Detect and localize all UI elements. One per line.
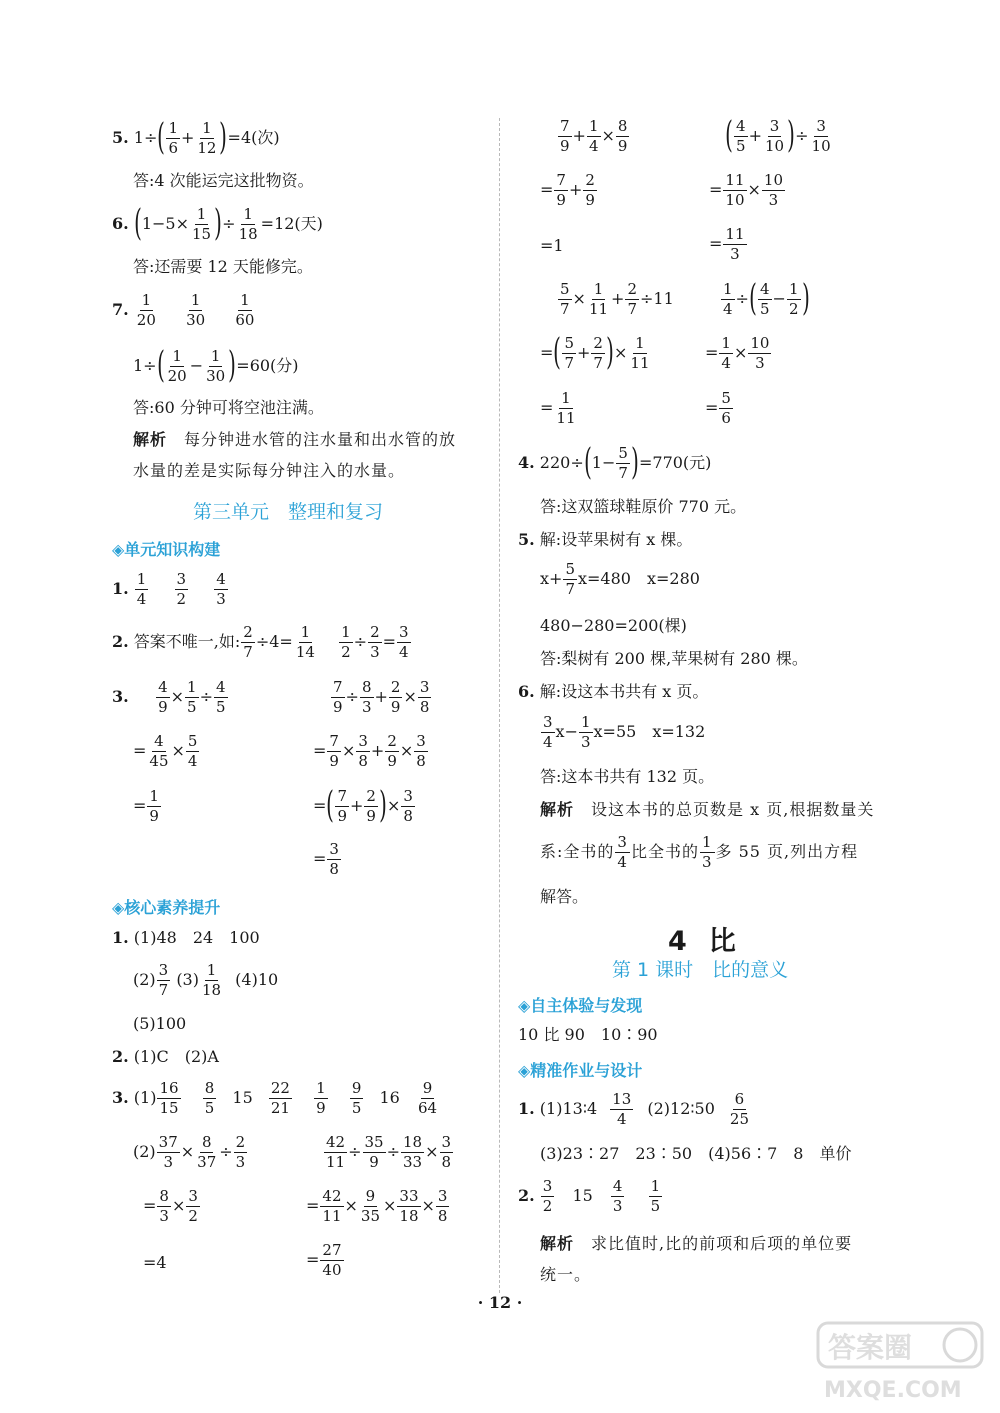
left-q5-expression: 5. 1÷( $\frac{1}{6}$ + $\frac{1}{12}$ )=4(次) [112, 117, 280, 158]
unit-title: 第三单元 整理和复习 [193, 501, 384, 523]
right-c1-l3: =1 [540, 236, 564, 255]
right-c2-r2: = $\frac{1}{4}$ × $\frac{10}{3}$ [705, 334, 770, 372]
left-q7-expression: 1÷( $\frac{1}{20}$ − $\frac{1}{30}$ )=60(分) [133, 345, 299, 386]
chapter-heading: 4 比 [668, 926, 736, 957]
left-q7-values: 7. $\frac{1}{20}$ $\frac{1}{30}$ $\frac{1}{60}$ [112, 291, 255, 329]
right-c1-r3: = $\frac{11}{3}$ [709, 225, 745, 263]
left-h3-b1: $\frac{42}{11}$ ÷ $\frac{35}{9}$ ÷ $\frac{18}{33}$ × $\frac{3}{8}$ [326, 1133, 452, 1171]
svg-text:答案圈: 答案圈 [828, 1331, 913, 1364]
right-p1-l2: (3)23∶27 23∶50 (4)56∶7 8 单价 [540, 1144, 852, 1163]
section-precise-homework: ◈精准作业与设计 [518, 1061, 643, 1080]
right-c1-l1: $\frac{7}{9}$ + $\frac{1}{4}$ × $\frac{8}{9}$ [560, 117, 628, 155]
section-self-experience: ◈自主体验与发现 [518, 996, 643, 1015]
right-q6-setup: 6. 解:设这本书共有 x 页。 [518, 681, 709, 701]
left-h1-l1: 1. (1)48 24 100 [112, 927, 260, 947]
right-q5-answer: 答:梨树有 200 棵,苹果树有 280 棵。 [540, 649, 808, 668]
left-k1: 1. $\frac{1}{4}$ $\frac{3}{2}$ $\frac{4}{3}$ [112, 570, 226, 608]
left-h3-b3: = $\frac{27}{40}$ [306, 1241, 342, 1279]
section-unit-knowledge: ◈单元知识构建 [112, 540, 221, 559]
left-k3-r1: $\frac{7}{9}$ ÷ $\frac{8}{3}$ + $\frac{2}{9}$ × $\frac{3}{8}$ [333, 678, 430, 716]
right-q6-analysis-l2: 系:全书的 $\frac{3}{4}$ 比全书的 $\frac{1}{3}$ 多 55 页,列出方程 [540, 833, 859, 871]
left-k3-r4: = $\frac{3}{8}$ [313, 840, 339, 878]
svg-text:MXQE.COM: MXQE.COM [824, 1378, 962, 1403]
left-q7-analysis: 解析 每分钟进水管的注水量和出水管的放 水量的差是实际每分钟注入的水量。 [133, 430, 457, 481]
right-c1-l2: = $\frac{7}{9}$ + $\frac{2}{9}$ [540, 171, 595, 209]
left-h2: 2. (1)C (2)A [112, 1046, 219, 1066]
section-core-literacy: ◈核心素养提升 [112, 898, 221, 917]
right-q4-expression: 4. 220÷(1− $\frac{5}{7}$ )=770(元) [518, 442, 712, 483]
left-q5-answer: 答:4 次能运完这批物资。 [133, 171, 314, 190]
left-k3-l3: = $\frac{1}{9}$ [133, 787, 159, 825]
column-divider [499, 118, 500, 1293]
right-q6-analysis-l1: 解析 设这本书的总页数是 x 页,根据数量关 [540, 800, 875, 819]
right-p1-l1: 1. (1)13∶4 $\frac{13}{4}$ (2)12∶50 $\frac{6}{25}$ [518, 1090, 749, 1128]
left-h1-l3: (5)100 [133, 1014, 187, 1033]
left-q6-expression: 6. (1−5× $\frac{1}{15}$ )÷ $\frac{1}{18}$ =12(天) [112, 203, 323, 244]
left-k3-l2: = $\frac{4}{45}$ × $\frac{5}{4}$ [133, 732, 198, 770]
right-c1-r2: = $\frac{11}{10}$ × $\frac{10}{3}$ [709, 171, 783, 209]
right-q5-calc: 480−280=200(棵) [540, 616, 687, 635]
right-c2-r1: $\frac{1}{4}$ ÷( $\frac{4}{5}$ − $\frac{1}{2}$ ) [723, 278, 810, 319]
right-p2: 2. $\frac{3}{2}$ 15 $\frac{4}{3}$ $\frac{1}{5}$ [518, 1177, 661, 1215]
left-k2: 2. 答案不唯一,如: $\frac{2}{7}$ ÷4= $\frac{1}{14}$ $\frac{1}{2}$ ÷ $\frac{2}{3}$ = $\frac{3}{4}$ [112, 623, 409, 661]
left-h3-l1: 3. (1) $\frac{16}{15}$ $\frac{8}{5}$ 15 $\frac{22}{21}$ $\frac{1}{9}$ $\frac{9}{5}$ 16 $\frac{9}{64}$ [112, 1079, 438, 1117]
right-s1: 10 比 90 10∶90 [518, 1025, 658, 1044]
left-q6-answer: 答:还需要 12 天能修完。 [133, 257, 313, 276]
left-k3-l1: 3. $\frac{4}{9}$ × $\frac{1}{5}$ ÷ $\frac{4}{5}$ [112, 678, 226, 716]
page-number: · 12 · [477, 1293, 523, 1312]
right-c2-l3: = $\frac{1}{11}$ [540, 389, 576, 427]
right-q5-equation: x+ $\frac{5}{7}$ x=480 x=280 [540, 560, 700, 598]
right-p2-analysis: 解析 求比值时,比的前项和后项的单位要 统一。 [540, 1234, 853, 1285]
right-q6-analysis-l3: 解答。 [540, 887, 589, 906]
right-q6-answer: 答:这本书共有 132 页。 [540, 767, 715, 786]
left-k3-r2: = $\frac{7}{9}$ × $\frac{3}{8}$ + $\frac{2}{9}$ × $\frac{3}{8}$ [313, 732, 426, 770]
right-q4-answer: 答:这双篮球鞋原价 770 元。 [540, 497, 747, 516]
left-q7-answer: 答:60 分钟可将空池注满。 [133, 398, 324, 417]
right-c2-r3: = $\frac{5}{6}$ [705, 389, 731, 427]
right-c1-r1: ( $\frac{4}{5}$ + $\frac{3}{10}$ )÷ $\frac{3}{10}$ [725, 115, 831, 156]
right-q5-setup: 5. 解:设苹果树有 x 棵。 [518, 529, 693, 549]
lesson-title: 第 1 课时 比的意义 [612, 959, 789, 981]
watermark-logo [810, 1319, 990, 1405]
left-h3-a1: (2) $\frac{37}{3}$ × $\frac{8}{37}$ ÷ $\frac{2}{3}$ [133, 1133, 246, 1171]
left-h3-a3: =4 [143, 1253, 167, 1272]
left-h3-a2: = $\frac{8}{3}$ × $\frac{3}{2}$ [143, 1187, 198, 1225]
left-h3-b2: = $\frac{42}{11}$ × $\frac{9}{35}$ × $\frac{33}{18}$ × $\frac{3}{8}$ [306, 1187, 448, 1225]
left-h1-l2: (2) $\frac{3}{7}$ (3) $\frac{1}{18}$ (4)10 [133, 961, 279, 999]
right-q6-equation: $\frac{3}{4}$ x− $\frac{1}{3}$ x=55 x=132 [543, 713, 706, 751]
right-c2-l2: =( $\frac{5}{7}$ + $\frac{2}{7}$ )× $\frac{1}{11}$ [540, 332, 650, 373]
left-k3-r3: =( $\frac{7}{9}$ + $\frac{2}{9}$ )× $\frac{3}{8}$ [313, 785, 413, 826]
right-c2-l1: $\frac{5}{7}$ × $\frac{1}{11}$ + $\frac{2}{7}$ ÷11 [560, 280, 674, 318]
